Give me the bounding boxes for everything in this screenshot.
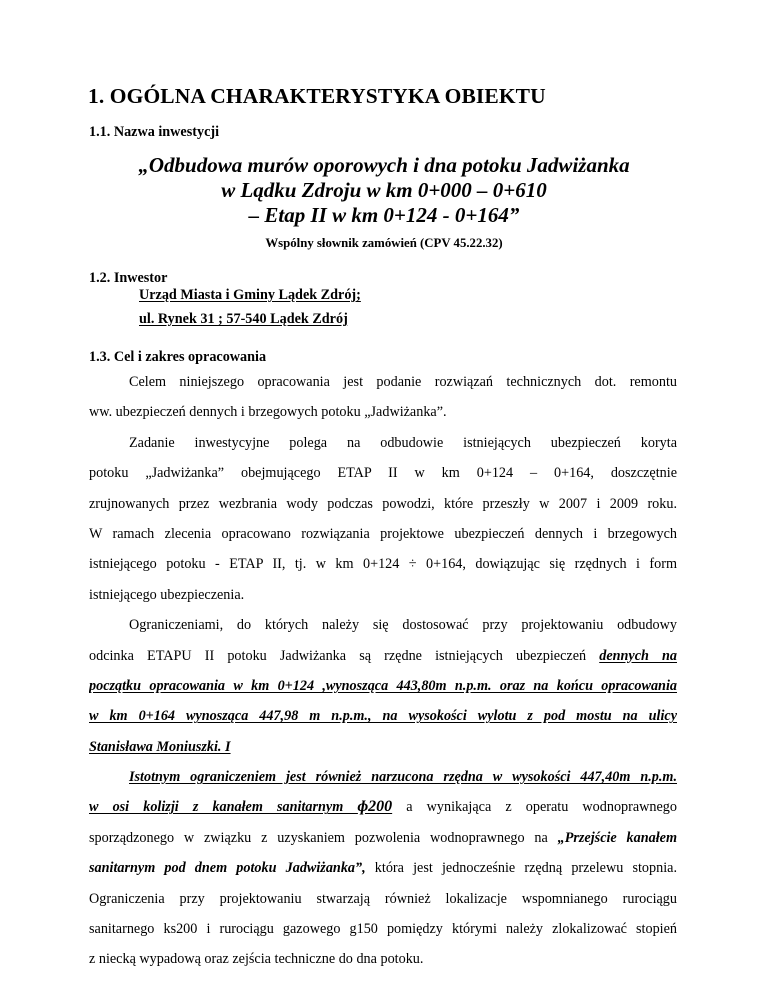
subsection-1-1-label: 1.1. Nazwa inwestycji	[89, 124, 220, 140]
text-line	[89, 827, 677, 857]
subsection-1-2-label: 1.2. Inwestor	[89, 270, 168, 286]
emphasis-run: sanitarnym pod dnem potoku Jadwiżanka”,	[89, 860, 366, 877]
text-line: początku opracowania w km 0+124 ,wynosząca 443,80m n.p.m. oraz na końcu opracowania	[89, 677, 677, 694]
investment-title-line-1: „Odbudowa murów oporowych i dna potoku Jadwiżanka	[138, 153, 630, 177]
text-line: potoku „Jadwiżanka” obejmującego ETAP II w km 0+124 – 0+164, doszczętnie	[89, 465, 677, 482]
text-line: w km 0+164 wynosząca 447,98 m n.p.m., na wysokości wylotu z pod mostu na ulicy	[89, 708, 677, 725]
text-line: Celem niniejszego opracowania jest podanie rozwiązań technicznych dot. remontu	[129, 374, 677, 390]
text-line	[89, 857, 677, 887]
text-line: W ramach zlecenia opracowano rozwiązania projektowe ubezpieczeń dennych i brzegowych	[89, 525, 677, 542]
cpv-code: Wspólny słownik zamówień (CPV 45.22.32)	[265, 236, 503, 250]
text-line: Stanisława Moniuszki. I	[89, 738, 231, 755]
text-line: sanitarnego ks200 i rurociągu gazowego g150 pomiędzy którymi należy zlokalizować stopień	[89, 921, 677, 938]
text-run: sporządzonego w związku z uzyskaniem pozwolenia wodnoprawnego na	[89, 829, 558, 846]
subsection-1-3-label: 1.3. Cel i zakres opracowania	[89, 349, 267, 365]
text-line: Ograniczeniami, do których należy się dostosować przy projektowaniu odbudowy	[129, 617, 677, 634]
text-line: Zadanie inwestycyjne polega na odbudowie istniejących ubezpieczeń koryta	[129, 434, 677, 451]
emphasis-run: dennych na	[599, 647, 677, 664]
investment-title-line-2: w Lądku Zdroju w km 0+000 – 0+610	[221, 178, 547, 202]
diameter-symbol: ɸ200	[357, 798, 393, 816]
emphasis-run: „Przejście kanałem	[557, 829, 677, 846]
section-heading: 1. OGÓLNA CHARAKTERYSTYKA OBIEKTU	[88, 84, 546, 108]
text-run: która jest jednocześnie rzędną przelewu stopnia.	[365, 860, 677, 877]
text-line: istniejącego ubezpieczenia.	[89, 586, 245, 603]
text-line: ww. ubezpieczeń dennych i brzegowych potoku „Jadwiżanka”.	[89, 404, 447, 421]
text-line: Ograniczenia przy projektowaniu stwarzają również lokalizacje wspomnianego rurociągu	[89, 890, 677, 907]
emphasis-run: w osi kolizji z kanałem sanitarnym	[89, 799, 358, 816]
investor-name: Urząd Miasta i Gminy Lądek Zdrój;	[139, 287, 361, 303]
text-run: a wynikająca z operatu wodnoprawnego	[392, 799, 677, 816]
text-line: z niecką wypadową oraz zejścia techniczne do dna potoku.	[89, 951, 424, 968]
text-run: odcinka ETAPU II potoku Jadwiżanka są rzędne istniejących ubezpieczeń	[89, 647, 600, 664]
text-line	[89, 796, 677, 826]
paragraph-1	[89, 371, 677, 979]
text-line: istniejącego potoku - ETAP II, tj. w km 0+124 ÷ 0+164, dowiązując się rzędnych i form	[89, 556, 677, 573]
text-line	[89, 645, 677, 675]
investment-title-line-3: – Etap II w km 0+124 - 0+164”	[248, 203, 520, 227]
text-line: zrujnowanych przez wezbrania wody podczas powodzi, które przeszły w 2007 i 2009 roku.	[89, 495, 677, 512]
text-line: Istotnym ograniczeniem jest również narzucona rzędna w wysokości 447,40m n.p.m.	[129, 769, 677, 786]
investor-address: ul. Rynek 31 ; 57-540 Lądek Zdrój	[139, 311, 348, 327]
